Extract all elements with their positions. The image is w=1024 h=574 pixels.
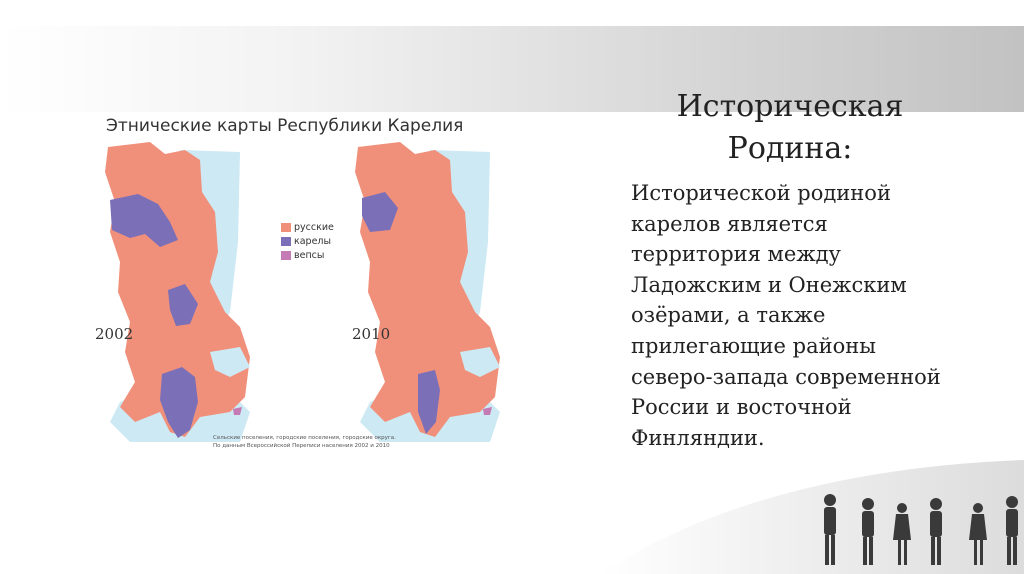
legend-swatch (281, 223, 291, 232)
slide-body-text: Исторической родиной карелов является территория между Ладожским и Онежским озёрами, а также прилегающие районы северо-запада современной России и восточной Финляндии. (631, 181, 941, 450)
legend-label: русские (294, 221, 334, 233)
business-people-icon (600, 440, 1024, 574)
ethnic-maps-figure (90, 112, 560, 462)
year-label-right: 2010 (352, 325, 391, 343)
legend-item-russians (281, 220, 334, 234)
legend-label: вепсы (294, 249, 325, 261)
maps-heading: Этнические карты Республики Карелия (106, 116, 464, 136)
karelia-maps-image (90, 112, 560, 462)
map-caption: Сельские поселения, городские поселения, городские округа. По данным Всероссийской Переписи населения 2002 и 2010 (213, 435, 396, 449)
map-2010 (355, 142, 500, 442)
slide-title: Историческая Родина: (676, 89, 904, 166)
year-label-left: 2002 (95, 325, 134, 343)
legend-label: карелы (294, 235, 332, 247)
legend-swatch (281, 237, 291, 246)
map-2002 (105, 142, 250, 442)
legend-swatch (281, 251, 291, 260)
map-legend (281, 220, 334, 262)
legend-item-karelians (281, 234, 334, 248)
legend-item-veps (281, 248, 334, 262)
